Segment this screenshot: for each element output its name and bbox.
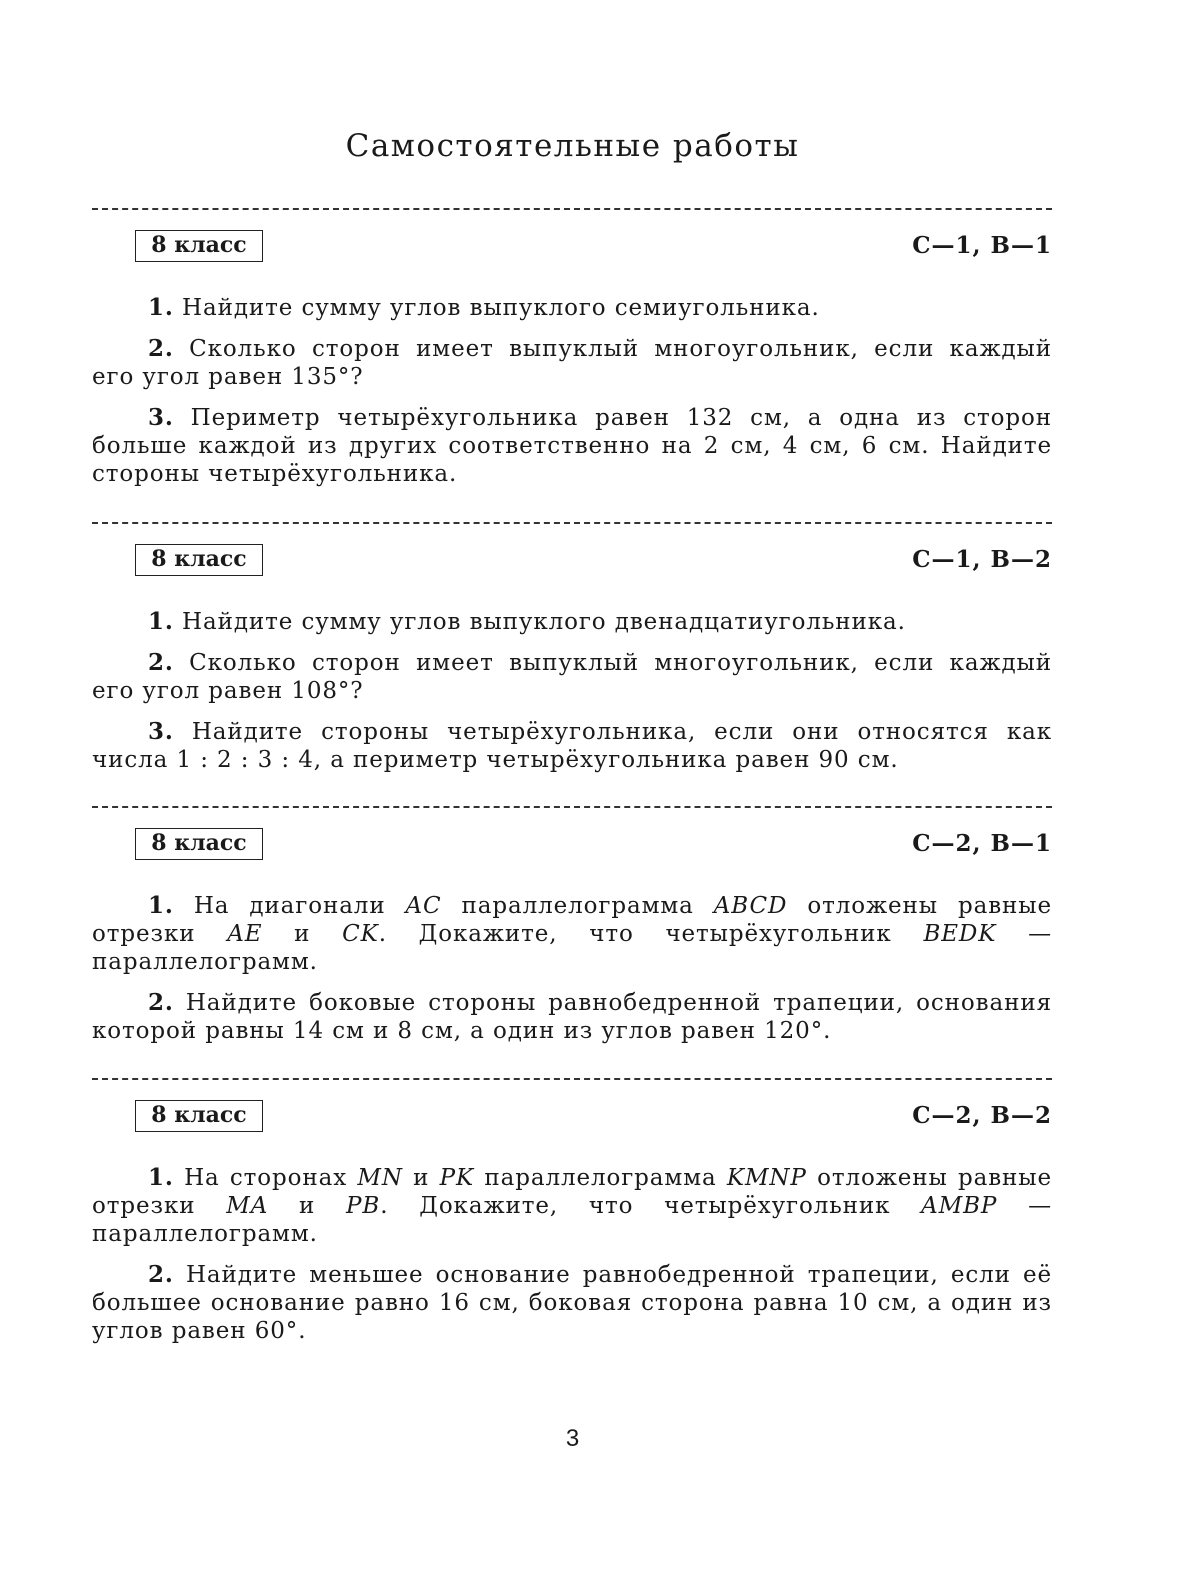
problem-number: 2. [148,989,174,1016]
section-divider [92,522,1052,524]
section-divider [92,208,1052,210]
problem-item [92,335,1052,391]
problem-text: На сторонах MN и PK параллелограмма KMNP отложены равные отрезки MA и PB. Докажите, что четырёхугольник AMBP — параллелограмм. [92,1165,1052,1247]
problem-text: Периметр четырёхугольника равен 132 см, а одна из сторон больше каждой из других соответственно на 2 см, 4 см, 6 см. Найдите стороны четырёхугольника. [92,405,1052,487]
problem-text: Сколько сторон имеет выпуклый многоугольник, если каждый его угол равен 108°? [92,650,1052,704]
problem-text: Найдите боковые стороны равнобедренной трапеции, основания которой равны 14 см и 8 см, а один из углов равен 120°. [92,990,1052,1044]
page-title: Самостоятельные работы [345,128,800,164]
problem-item [92,718,1052,774]
problem-text: Найдите сумму углов выпуклого семиугольника. [182,295,820,321]
variant-label: С—2, В—2 [912,1102,1052,1129]
problem-item [92,608,1052,636]
page-number: 3 [565,1425,580,1452]
problem-number: 1. [148,892,174,919]
problem-item [92,989,1052,1045]
grade-label: 8 класс [135,1100,263,1132]
variant-label: С—1, В—2 [912,546,1052,573]
grade-label: 8 класс [135,230,263,262]
problem-text: Найдите меньшее основание равнобедренной трапеции, если её большее основание равно 16 см, боковая сторона равна 10 см, а один из углов равен 60°. [92,1262,1053,1344]
grade-label: 8 класс [135,828,263,860]
problem-list [92,1164,1052,1358]
problem-item [92,404,1052,488]
problem-number: 2. [148,649,174,676]
problem-item [92,1164,1052,1248]
problem-item [92,892,1052,976]
problem-text: Сколько сторон имеет выпуклый многоугольник, если каждый его угол равен 135°? [92,336,1052,390]
problem-text: На диагонали AC параллелограмма ABCD отложены равные отрезки AE и CK. Докажите, что четырёхугольник BEDK — параллелограмм. [92,893,1052,975]
problem-number: 3. [148,404,174,431]
problem-number: 2. [148,335,174,362]
variant-label: С—2, В—1 [912,830,1052,857]
problem-number: 1. [148,608,174,635]
problem-item [92,649,1052,705]
problem-list [92,294,1052,501]
problem-list [92,608,1052,787]
grade-label: 8 класс [135,544,263,576]
problem-number: 1. [148,294,174,321]
problem-number: 1. [148,1164,174,1191]
problem-number: 3. [148,718,174,745]
section-divider [92,806,1052,808]
problem-number: 2. [148,1261,174,1288]
problem-list [92,892,1052,1058]
problem-item [92,294,1052,322]
section-divider [92,1078,1052,1080]
problem-text: Найдите сумму углов выпуклого двенадцатиугольника. [182,609,906,635]
problem-text: Найдите стороны четырёхугольника, если они относятся как числа 1 : 2 : 3 : 4, а периметр четырёхугольника равен 90 см. [92,719,1052,773]
variant-label: С—1, В—1 [912,232,1052,259]
problem-item [92,1261,1052,1345]
